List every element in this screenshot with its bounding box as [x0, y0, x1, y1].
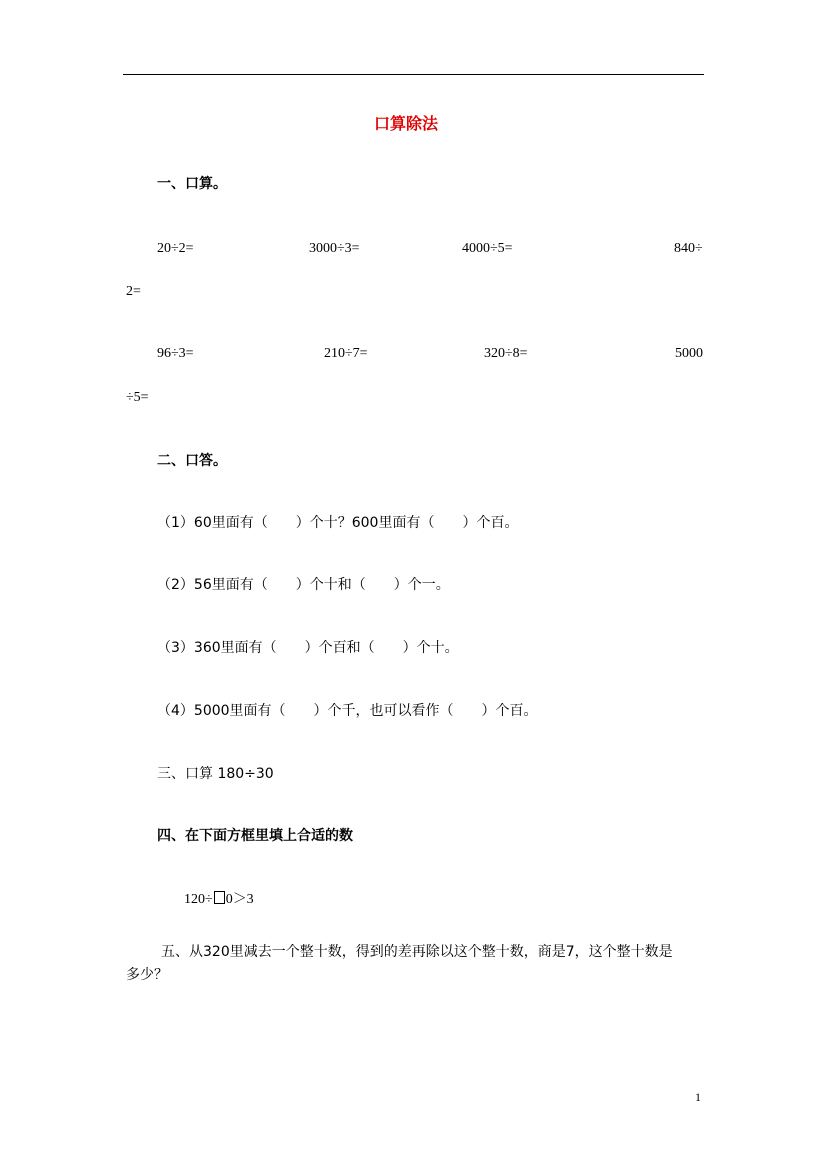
section-5-line-1: 五、从320里减去一个整十数，得到的差再除以这个整十数，商是7，这个整十数是 [161, 944, 673, 960]
question-3: （3）360里面有（ ）个百和（ ）个十。 [157, 640, 459, 656]
expression-prefix: 120÷ [184, 892, 213, 907]
section-3-text: 三、口算 180÷30 [157, 766, 274, 782]
problem-1-4-wrap: 2= [126, 284, 141, 299]
expression-suffix: 0＞3 [225, 892, 254, 907]
problem-2-4: 5000 [675, 346, 703, 361]
section-1-heading: 一、口算。 [157, 176, 227, 192]
section-4-heading: 四、在下面方框里填上合适的数 [157, 828, 353, 844]
question-4: （4）5000里面有（ ）个千，也可以看作（ ）个百。 [157, 703, 538, 719]
problem-2-4-wrap: ÷5= [126, 390, 149, 405]
problem-2-2: 210÷7= [324, 346, 368, 361]
inequality-expression [184, 891, 254, 909]
page-title: 口算除法 [374, 114, 439, 133]
problem-1-3: 4000÷5= [462, 241, 513, 256]
section-5-line-2: 多少？ [126, 967, 168, 983]
header-rule [123, 74, 704, 75]
question-1: （1）60里面有（ ）个十？600里面有（ ）个百。 [157, 515, 519, 531]
problem-1-4: 840÷ [674, 241, 703, 256]
page-number: 1 [695, 1090, 701, 1104]
blank-box[interactable] [214, 891, 225, 904]
problem-1-1: 20÷2= [157, 241, 194, 256]
problem-1-2: 3000÷3= [309, 241, 360, 256]
problem-2-1: 96÷3= [157, 346, 194, 361]
question-2: （2）56里面有（ ）个十和（ ）个一。 [157, 577, 450, 593]
problem-2-3: 320÷8= [484, 346, 528, 361]
section-2-heading: 二、口答。 [157, 453, 227, 469]
